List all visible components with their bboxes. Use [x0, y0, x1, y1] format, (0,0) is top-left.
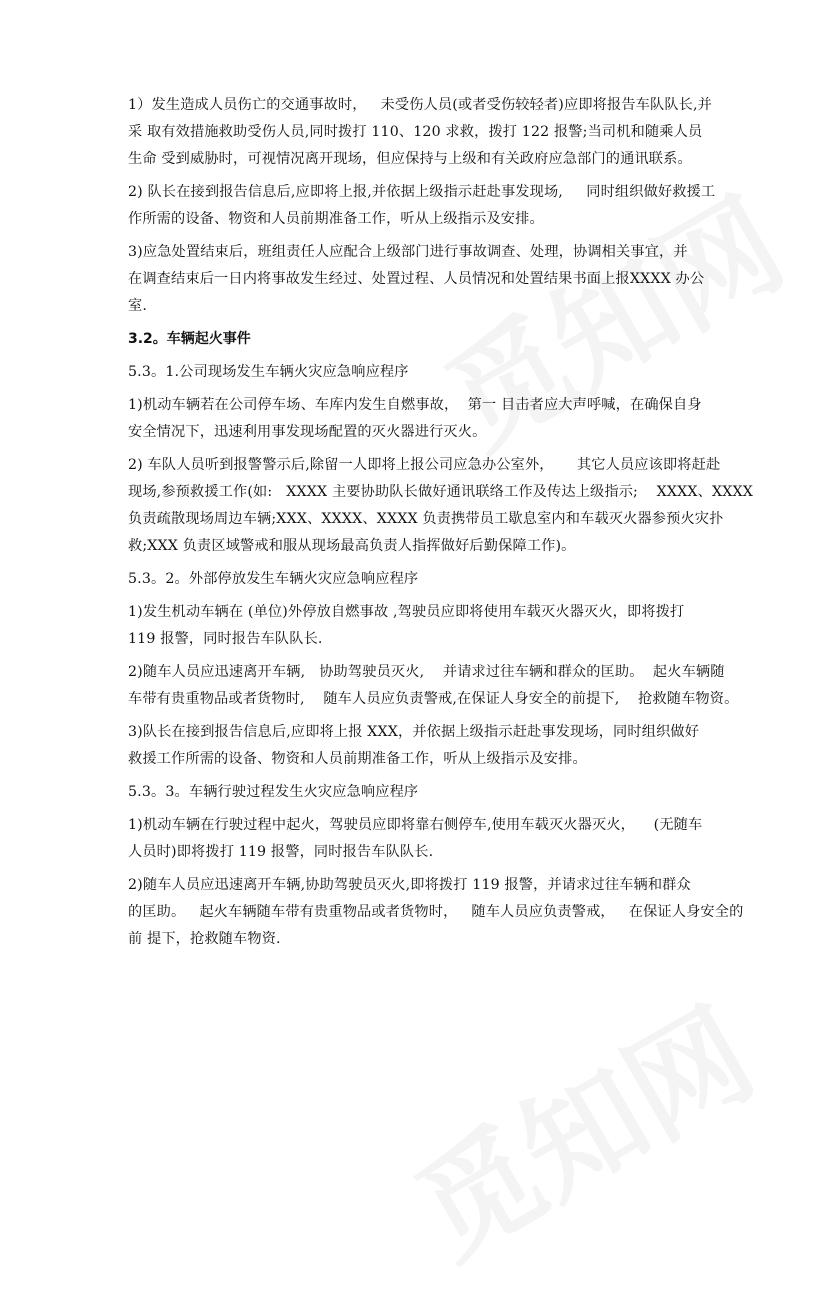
text-line: 2)随车人员应迅速离开车辆,协助驾驶员灭火,即将拨打 119 报警，并请求过往车辆和群众 — [128, 877, 691, 893]
text-line: 1)发生机动车辆在 (单位)外停放自燃事故 ,驾驶员应即将使用车载灭火器灭火，即将拨打 — [128, 604, 685, 620]
paragraph — [128, 452, 753, 560]
text-line: 1）发生造成人员伤亡的交通事故时， 未受伤人员(或者受伤较轻者)应即将报告车队队长,并 — [128, 97, 713, 113]
paragraph — [128, 392, 708, 446]
text-line: 负责疏散现场周边车辆;XXX、XXXX、XXXX 负责携带员工歇息室内和车载灭火器参预火灾扑 — [128, 511, 724, 527]
text-line: 5.3。1.公司现场发生车辆火灾应急响应程序 — [128, 364, 409, 380]
watermark — [381, 962, 779, 1290]
paragraph — [128, 359, 708, 386]
paragraph — [128, 812, 708, 866]
paragraph — [128, 179, 716, 233]
paragraph-spacer — [128, 953, 708, 959]
text-line: 采 取有效措施救助受伤人员,同时拨打 110、120 求救，拨打 122 报警;当司机和随乘人员 — [128, 124, 703, 140]
text-line: 室. — [128, 298, 147, 314]
text-line: 人员时)即将拨打 119 报警，同时报告车队队长. — [128, 844, 434, 860]
text-line: 的匡助。 起火车辆随车带有贵重物品或者货物时， 随车人员应负责警戒， 在保证人身安全的 — [128, 904, 744, 920]
heading-text: 3.2。车辆起火事件 — [128, 331, 251, 347]
text-line: 1)机动车辆若在公司停车场、车库内发生自燃事故， 第一 目击者应大声呼喊，在确保自身 — [128, 397, 702, 413]
text-line: 现场,参预救援工作(如: XXXX 主要协助队长做好通讯联络工作及传达上级指示; XXXX、XXXX — [128, 484, 753, 500]
text-line: 5.3。3。车辆行驶过程发生火灾应急响应程序 — [128, 784, 419, 800]
text-line: 在调查结束后一日内将事故发生经过、处置过程、人员情况和处置结果书面上报XXXX 办公 — [128, 271, 705, 287]
document-body — [128, 92, 753, 959]
paragraph — [128, 599, 708, 653]
text-line: 119 报警，同时报告车队队长. — [128, 631, 323, 647]
paragraph — [128, 566, 708, 593]
text-line: 生命 受到威胁时，可视情况离开现场，但应保持与上级和有关政府应急部门的通讯联系。 — [128, 151, 692, 167]
paragraph — [128, 872, 744, 953]
text-line: 前 提下，抢救随车物资. — [128, 931, 281, 947]
text-line: 车带有贵重物品或者货物时, 随车人员应负责警戒,在保证人身安全的前提下, 抢救随车物资。 — [128, 691, 739, 707]
paragraph — [128, 719, 708, 773]
paragraph — [128, 239, 708, 320]
paragraph — [128, 92, 713, 173]
text-line: 2) 车队人员听到报警警示后,除留一人即将上报公司应急办公室外， 其它人员应该即将赶赴 — [128, 457, 721, 473]
text-line: 3)队长在接到报告信息后,应即将上报 XXX，并依据上级指示赶赴事发现场，同时组织做好 — [128, 724, 700, 740]
paragraph — [128, 779, 708, 806]
text-line: 作所需的设备、物资和人员前期准备工作，听从上级指示及安排。 — [128, 211, 544, 227]
text-line: 3)应急处置结束后，班组责任人应配合上级部门进行事故调查、处理，协调相关事宜，并 — [128, 244, 688, 260]
text-line: 救;XXX 负责区域警戒和服从现场最高负责人指挥做好后勤保障工作)。 — [128, 538, 576, 554]
text-line: 2) 队长在接到报告信息后,应即将上报,并依据上级指示赶赴事发现场, 同时组织做好救援工 — [128, 184, 716, 200]
text-line: 2)随车人员应迅速离开车辆, 协助驾驶员灭火, 并请求过往车辆和群众的匡助。 起火车辆随 — [128, 664, 725, 680]
section-heading — [128, 326, 708, 353]
text-line: 救援工作所需的设备、物资和人员前期准备工作，听从上级指示及安排。 — [128, 751, 587, 767]
text-line: 1)机动车辆在行驶过程中起火，驾驶员应即将靠右侧停车,使用车载灭火器灭火， (无随车 — [128, 817, 703, 833]
paragraph — [128, 659, 739, 713]
text-line: 安全情况下，迅速利用事发现场配置的灭火器进行灭火。 — [128, 424, 487, 440]
text-line: 5.3。2。外部停放发生车辆火灾应急响应程序 — [128, 571, 419, 587]
